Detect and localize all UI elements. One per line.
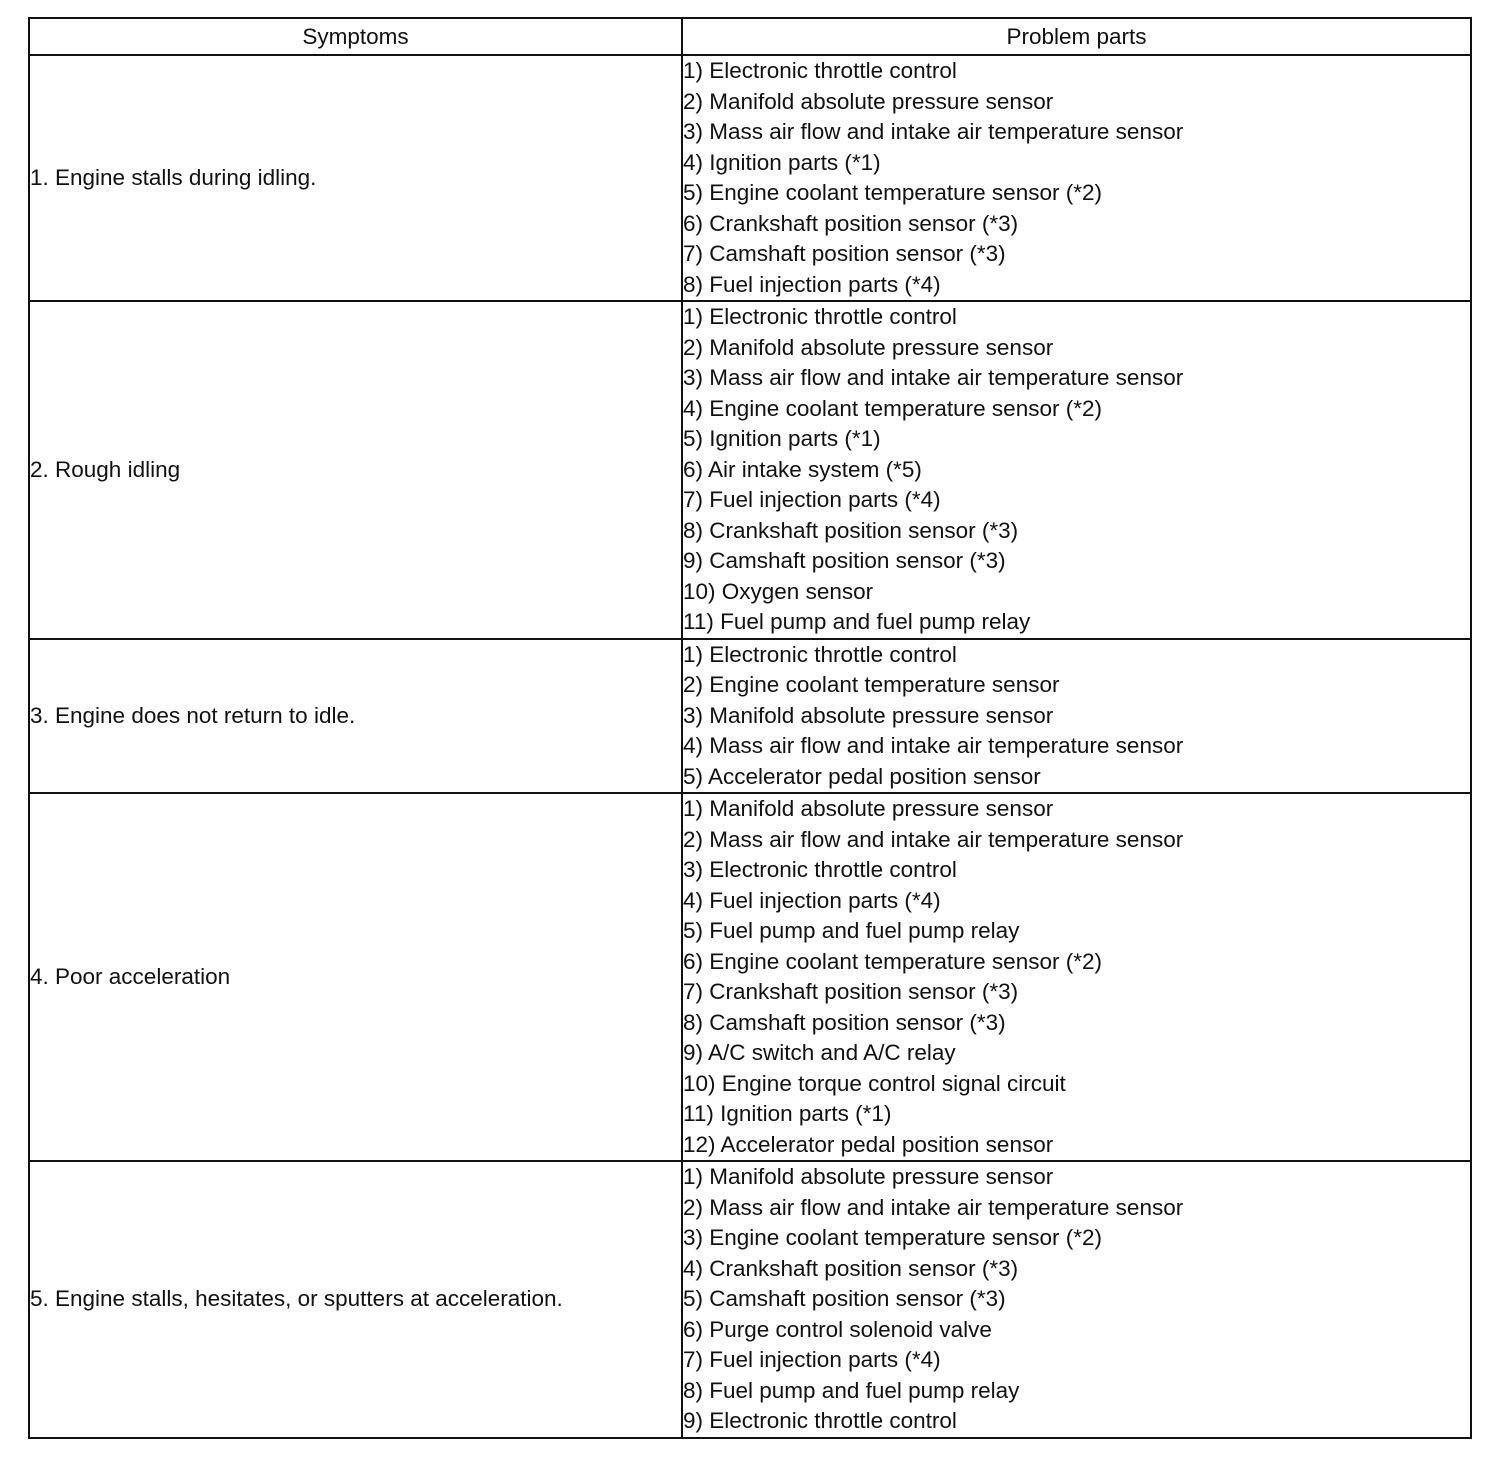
list-item: 2) Manifold absolute pressure sensor — [683, 334, 1054, 360]
list-item: 7) Camshaft position sensor (*3) — [683, 241, 1006, 266]
list-item: 3) Mass air flow and intake air temperature sensor — [683, 119, 1184, 144]
list-item: 2) Engine coolant temperature sensor — [683, 672, 1060, 697]
list-item: 11) Ignition parts (*1) — [683, 1101, 892, 1126]
problem-parts-cell — [682, 793, 1471, 1161]
list-item: 2) Mass air flow and intake air temperature sensor — [683, 826, 1184, 852]
problem-parts-cell — [682, 55, 1471, 301]
symptom-table — [28, 17, 1472, 1439]
symptom-cell: 5. Engine stalls, hesitates, or sputters at acceleration. — [29, 1161, 682, 1438]
table-row — [29, 55, 1471, 301]
symptom-cell: 4. Poor acceleration — [29, 793, 682, 1161]
list-item: 6) Air intake system (*5) — [683, 456, 922, 482]
list-item: 5) Ignition parts (*1) — [683, 426, 881, 451]
problem-parts-list — [683, 640, 1470, 793]
table-body — [29, 55, 1471, 1438]
problem-parts-list — [683, 1162, 1470, 1437]
table-row — [29, 301, 1471, 639]
list-item: 7) Fuel injection parts (*4) — [683, 1347, 941, 1372]
list-item: 12) Accelerator pedal position sensor — [683, 1131, 1054, 1157]
header-problem-parts: Problem parts — [682, 18, 1471, 55]
list-item: 3) Electronic throttle control — [683, 857, 957, 882]
table-row — [29, 793, 1471, 1161]
list-item: 11) Fuel pump and fuel pump relay — [683, 609, 1031, 634]
table-row — [29, 639, 1471, 794]
problem-parts-cell — [682, 639, 1471, 794]
list-item: 5) Engine coolant temperature sensor (*2) — [683, 180, 1102, 205]
header-row — [29, 18, 1471, 55]
problem-parts-cell — [682, 301, 1471, 639]
list-item: 4) Ignition parts (*1) — [683, 149, 881, 175]
list-item: 9) Camshaft position sensor (*3) — [683, 548, 1006, 573]
list-item: 1) Electronic throttle control — [683, 58, 957, 83]
list-item: 8) Camshaft position sensor (*3) — [683, 1009, 1006, 1035]
list-item: 1) Electronic throttle control — [683, 304, 957, 329]
list-item: 5) Accelerator pedal position sensor — [683, 763, 1041, 789]
symptom-cell: 3. Engine does not return to idle. — [29, 639, 682, 794]
list-item: 10) Engine torque control signal circuit — [683, 1070, 1066, 1096]
list-item: 6) Purge control solenoid valve — [683, 1316, 992, 1342]
list-item: 9) A/C switch and A/C relay — [683, 1040, 956, 1065]
problem-parts-cell — [682, 1161, 1471, 1438]
list-item: 4) Mass air flow and intake air temperature sensor — [683, 733, 1184, 758]
list-item: 3) Mass air flow and intake air temperature sensor — [683, 365, 1184, 390]
list-item: 6) Engine coolant temperature sensor (*2) — [683, 948, 1102, 974]
list-item: 4) Engine coolant temperature sensor (*2) — [683, 395, 1102, 421]
problem-parts-list — [683, 302, 1470, 638]
list-item: 4) Fuel injection parts (*4) — [683, 887, 941, 913]
problem-parts-list — [683, 794, 1470, 1160]
list-item: 7) Crankshaft position sensor (*3) — [683, 979, 1019, 1004]
list-item: 10) Oxygen sensor — [683, 578, 874, 604]
list-item: 9) Electronic throttle control — [683, 1408, 957, 1433]
list-item: 3) Engine coolant temperature sensor (*2) — [683, 1225, 1102, 1250]
list-item: 8) Fuel injection parts (*4) — [683, 271, 941, 297]
list-item: 1) Manifold absolute pressure sensor — [683, 796, 1054, 821]
list-item: 7) Fuel injection parts (*4) — [683, 487, 941, 512]
list-item: 8) Crankshaft position sensor (*3) — [683, 517, 1019, 543]
list-item: 8) Fuel pump and fuel pump relay — [683, 1377, 1020, 1403]
list-item: 5) Fuel pump and fuel pump relay — [683, 918, 1020, 943]
list-item: 4) Crankshaft position sensor (*3) — [683, 1255, 1019, 1281]
symptom-cell: 2. Rough idling — [29, 301, 682, 639]
list-item: 6) Crankshaft position sensor (*3) — [683, 210, 1019, 236]
symptom-cell: 1. Engine stalls during idling. — [29, 55, 682, 301]
list-item: 5) Camshaft position sensor (*3) — [683, 1286, 1006, 1311]
problem-parts-list — [683, 56, 1470, 300]
list-item: 2) Mass air flow and intake air temperature sensor — [683, 1194, 1184, 1220]
list-item: 1) Electronic throttle control — [683, 641, 957, 667]
list-item: 3) Manifold absolute pressure sensor — [683, 702, 1054, 728]
table-row — [29, 1161, 1471, 1438]
list-item: 1) Manifold absolute pressure sensor — [683, 1164, 1054, 1189]
header-symptoms: Symptoms — [29, 18, 682, 55]
list-item: 2) Manifold absolute pressure sensor — [683, 88, 1054, 114]
